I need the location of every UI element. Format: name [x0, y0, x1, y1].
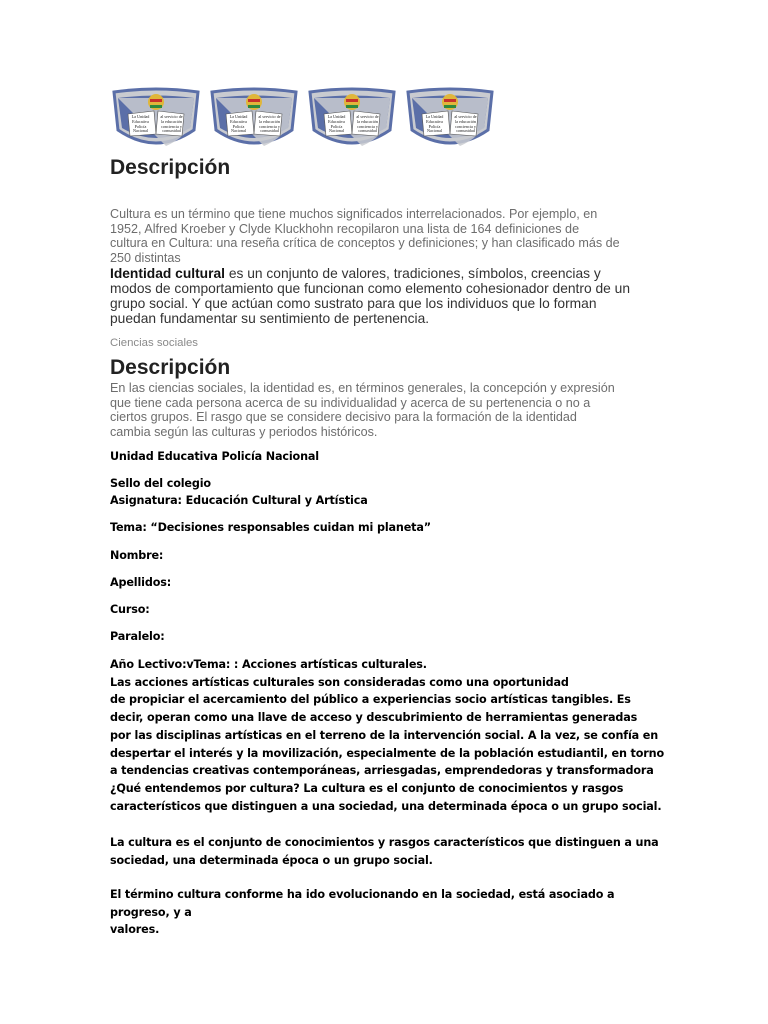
seal-left-text: La Unidad Educativa Policía Nacional: [425, 114, 444, 134]
school-seal-logo: [110, 84, 202, 156]
logo-row: [110, 84, 496, 156]
seal-right-text: al servicio de la educación conciencia y comunidad: [258, 114, 281, 134]
identity-text: es un conjunto de valores, tradiciones, símbolos, creencias y modos de comportamiento que funcionan como elemento cohesionador dentro de un grupo social. Y que actúan como sustrato para que los individuos que lo forman puedan fundamentar su sentimiento de pertenencia.: [110, 266, 631, 326]
school-seal-logo: [208, 84, 300, 156]
topic-label: Tema: “Decisiones responsables cuidan mi planeta”: [110, 521, 431, 534]
name-field-label: Nombre:: [110, 549, 164, 562]
seal-left-text: La Unidad Educativa Policía Nacional: [327, 114, 346, 134]
subject-label: Asignatura: Educación Cultural y Artística: [110, 494, 368, 507]
category-label: Ciencias sociales: [110, 337, 198, 349]
identity-social-paragraph: En las ciencias sociales, la identidad es, en términos generales, la concepción y expresión que tiene cada persona acerca de su individualidad y acerca de su pertenencia o no a ciertos grupos. El rasgo que se considere decisivo para la formación de la identidad cambia según las culturas y periodos históricos.: [110, 381, 615, 439]
culture-paragraph: Cultura es un término que tiene muchos significados interrelacionados. Por ejemplo, en 1952, Alfred Kroeber y Clyde Kluckhohn recopilaron una lista de 164 definiciones de cultura en Cultura: una reseña crítica de conceptos y definiciones; y han clasificado más de 250 distintas: [110, 207, 620, 265]
section-heading: Descripción: [110, 156, 231, 179]
section-heading: Descripción: [110, 356, 231, 379]
artistic-actions-text: Año Lectivo:vTema: : Acciones artísticas culturales. Las acciones artísticas culturales son consideradas como una oportunidad de propiciar el acercamiento del público a experiencias socio artísticas tangibles. Es decir, operan como una llave de acceso y descubrimiento de herramientas generadas por las disciplinas artísticas en el terreno de la intervención social. A la vez, se confía en despertar el interés y la movilización, especialmente de la población estudiantil, en torno a tendencias creativas contemporáneas, arriesgadas, emprendedoras y transformadora ¿Qué entendemos por cultura? La cultura es el conjunto de conocimientos y rasgos característicos que distinguen a una sociedad, una determinada época o un grupo social.: [110, 658, 664, 813]
seal-left-text: La Unidad Educativa Policía Nacional: [229, 114, 248, 134]
identity-paragraph: [110, 267, 670, 327]
culture-evolution-text: El término cultura conforme ha ido evolucionando en la sociedad, está asociado a progreso, y a valores.: [110, 888, 615, 937]
surname-field-label: Apellidos:: [110, 576, 172, 589]
culture-definition-text: La cultura es el conjunto de conocimientos y rasgos característicos que distinguen a una sociedad, una determinada época o un grupo social.: [110, 836, 659, 867]
school-seal-logo: [404, 84, 496, 156]
school-seal-logo: [306, 84, 398, 156]
seal-right-text: al servicio de la educación conciencia y comunidad: [454, 114, 477, 134]
seal-left-text: La Unidad Educativa Policía Nacional: [131, 114, 150, 134]
seal-right-text: al servicio de la educación conciencia y comunidad: [160, 114, 183, 134]
seal-right-text: al servicio de la educación conciencia y comunidad: [356, 114, 379, 134]
course-field-label: Curso:: [110, 603, 150, 616]
seal-label: Sello del colegio: [110, 477, 211, 490]
school-name: Unidad Educativa Policía Nacional: [110, 450, 319, 463]
parallel-field-label: Paralelo:: [110, 630, 165, 643]
identity-term: Identidad cultural: [110, 266, 225, 281]
